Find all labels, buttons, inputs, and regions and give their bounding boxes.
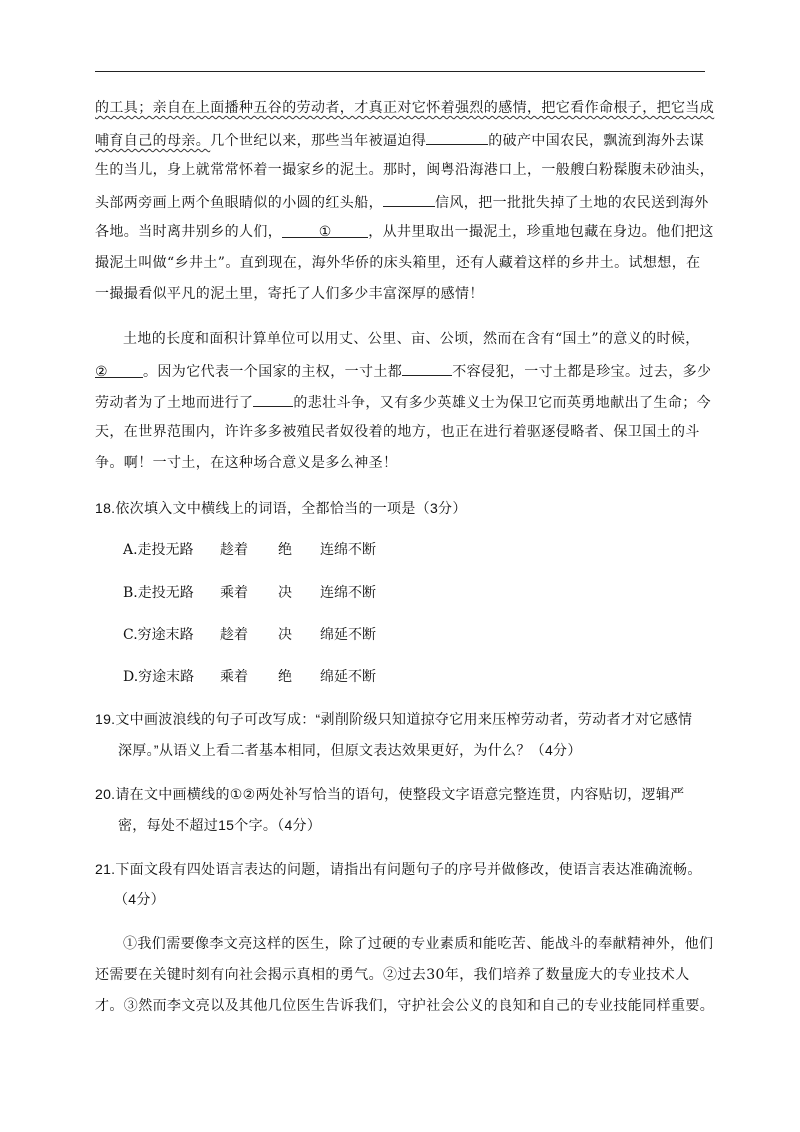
- header-rule: [95, 71, 705, 72]
- passage-line: 土地的长度和面积计算单位可以用丈、公里、亩、公顷，然而在含有“国土”的意义的时候，: [123, 331, 700, 347]
- passage-line: 头部两旁画上两个鱼眼睛似的小圆的红头船， 信风，把一批批失掉了土地的农民送到海外: [95, 192, 709, 212]
- question-20-line: 密，每处不超过15个字。（4分）: [118, 817, 322, 833]
- passage-line: 还需要在关键时刻有向社会揭示真相的勇气。②过去30年，我们培养了数量庞大的专业技术人: [95, 967, 690, 983]
- question-21-line: 21.下面文段有四处语言表达的问题，请指出有问题句子的序号并做修改，使语言表达准确流畅。: [95, 861, 702, 877]
- passage-line: 生的当儿，身上就常常怀着一撮家乡的泥土。那时，闽粤沿海港口上，一般艘白粉髹腹未砂油头，: [95, 162, 715, 178]
- fill-blank-2[interactable]: [95, 363, 143, 378]
- passage-line: 争。啊！一寸土，在这种场合意义是多么神圣！: [95, 455, 398, 471]
- passage-line: 才。③然而李文亮以及其他几位医生告诉我们，守护社会公义的良知和自己的专业技能同样重要。: [95, 998, 715, 1014]
- passage-line: [95, 99, 714, 117]
- wavy-underlined-sentence-end: 哺育自己的母亲。: [95, 133, 211, 149]
- blank-2-marker: ②: [95, 364, 108, 380]
- passage-line: 天，在世界范围内，许许多多被殖民者奴役着的地方，也正在进行着驱逐侵略者、保卫国土的斗: [95, 424, 700, 440]
- question-21-line: （4分）: [114, 891, 165, 907]
- question-19-line: 19.文中画波浪线的句子可改写成：“剥削阶级只知道掠夺它用来压榨劳动者，劳动者才对它感情: [95, 711, 693, 727]
- question-19-line: 深厚。”从语义上看二者基本相同，但原文表达效果更好，为什么？（4分）: [118, 742, 582, 758]
- fill-blank[interactable]: [426, 130, 488, 145]
- fill-blank[interactable]: [402, 361, 452, 376]
- fill-blank[interactable]: [383, 192, 435, 207]
- passage-line: 一撮撮看似平凡的泥土里，寄托了人们多少丰富深厚的感情！: [95, 286, 484, 302]
- fill-blank[interactable]: [253, 392, 293, 407]
- passage-line: 哺育自己的母亲。几个世纪以来，那些当年被逼迫得 的破产中国农民，飘流到海外去谋: [95, 130, 704, 150]
- passage-line: 劳动者为了土地而进行了 的悲壮斗争，又有多少英雄义士为保卫它而英勇地献出了生命；今: [95, 392, 711, 412]
- wavy-underlined-sentence: 的工具；亲自在上面播种五谷的劳动者，才真正对它怀着强烈的感情，把它看作命根子，把它当成: [95, 100, 715, 116]
- blank-1-marker: ①: [318, 224, 332, 240]
- question-20-line: 20.请在文中画横线的①②两处补写恰当的语句，使整段文字语意完整连贯，内容贴切，逻辑严: [95, 786, 685, 802]
- question-18-stem: 18.依次填入文中横线上的词语，全都恰当的一项是（3分）: [95, 500, 467, 516]
- passage-line: ② 。因为它代表一个国家的主权，一寸土都 不容侵犯，一寸土都是珍宝。过去，多少: [95, 361, 711, 381]
- passage-line: 各地。当时离井别乡的人们， ① ，从井里取出一撮泥土，珍重地包藏在身边。他们把这: [95, 224, 714, 240]
- passage-line: ①我们需要像李文亮这样的医生，除了过硬的专业素质和能吃苦、能战斗的奉献精神外，他们: [123, 936, 714, 952]
- passage-line: 撮泥土叫做“乡井土”。直到现在，海外华侨的床头箱里，还有人藏着这样的乡井土。试想想，在: [95, 255, 701, 271]
- fill-blank-1[interactable]: [282, 223, 368, 238]
